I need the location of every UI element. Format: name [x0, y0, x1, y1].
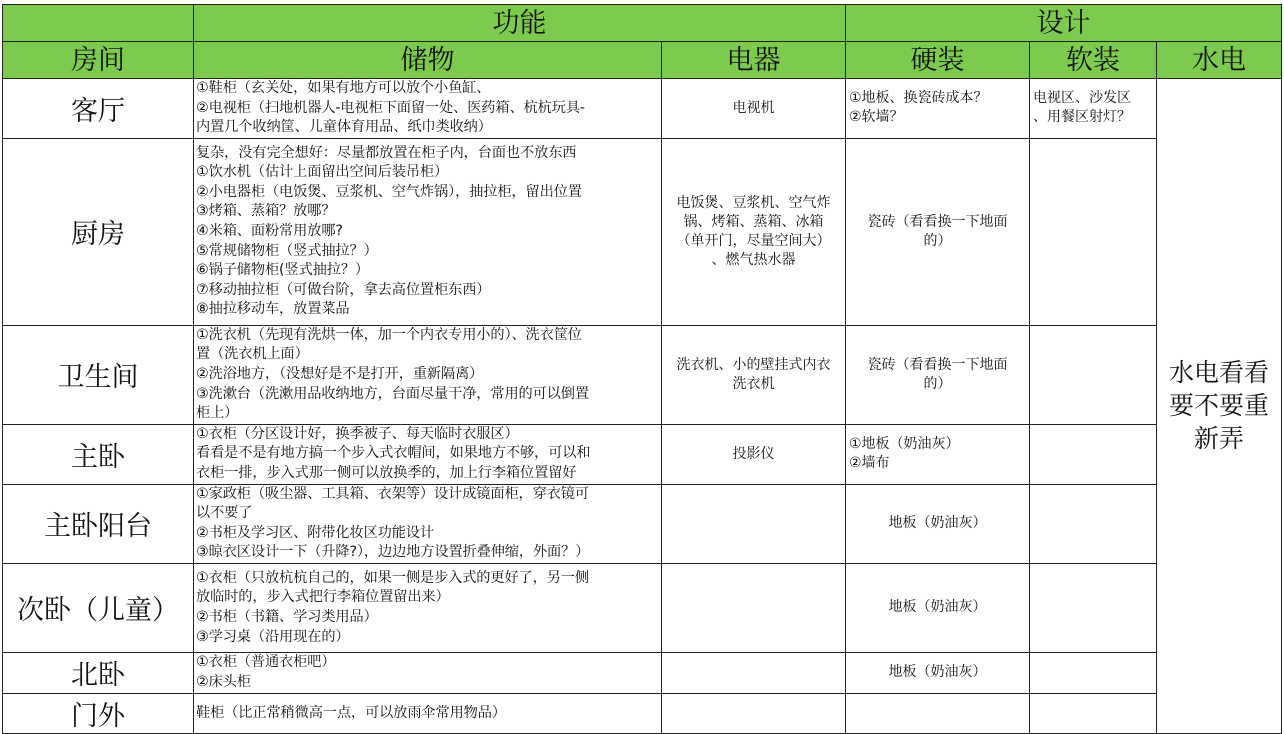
group-header-row	[3, 5, 1282, 42]
storage-line: ①衣柜（只放杭杭自己的，如果一侧是步入式的更好了，另一侧	[196, 569, 589, 586]
storage-line: 看看是不是有地方搞一个步入式衣帽间，如果地方不够，可以和	[196, 445, 591, 462]
hard-cell	[846, 79, 1030, 139]
appliance-cell	[662, 652, 846, 693]
soft-cell	[1030, 563, 1157, 652]
storage-line: ①家政柜（吸尘器、工具箱、衣架等）设计成镜面柜，穿衣镜可	[196, 485, 589, 502]
renovation-plan-table	[2, 4, 1282, 734]
soft-cell	[1030, 652, 1157, 693]
appliance-line: 洗衣机、小的壁挂式内衣	[676, 356, 831, 373]
storage-line: ①衣柜（普通衣柜吧）	[196, 654, 336, 671]
hard-line: ①地板（奶油灰）	[849, 436, 960, 453]
hard-cell	[846, 652, 1030, 693]
room-name: 次卧（儿童）	[3, 563, 194, 652]
storage-line: 置（洗衣机上面）	[196, 346, 309, 363]
appliance-cell	[662, 138, 846, 325]
storage-line: ①鞋柜（玄关处，如果有地方可以放个小鱼缸、	[196, 80, 491, 96]
table-row	[3, 79, 1282, 139]
table-row	[3, 138, 1282, 325]
water-note: 水电看看要不要重新弄	[1157, 79, 1282, 734]
header-blank	[3, 5, 194, 42]
storage-cell	[194, 563, 662, 652]
soft-cell	[1030, 138, 1157, 325]
room-name: 厨房	[3, 138, 194, 325]
appliance-cell	[662, 325, 846, 424]
storage-line: ③洗漱台（洗漱用品收纳地方，台面尽量干净，常用的可以倒置	[196, 385, 589, 402]
hard-line: ②墙布	[849, 455, 890, 472]
appliance-cell	[662, 563, 846, 652]
appliance-line: 锅、烤箱、蒸箱、冰箱	[683, 213, 824, 230]
hard-cell	[846, 693, 1030, 733]
table-row	[3, 484, 1282, 563]
hard-line: 地板（奶油灰）	[888, 664, 987, 681]
storage-line: 内置几个收纳筐、儿童体育用品、纸巾类收纳）	[196, 119, 492, 136]
soft-cell	[1030, 424, 1157, 484]
storage-line: ③学习桌（沿用现在的）	[196, 628, 350, 645]
storage-cell	[194, 424, 662, 484]
col-soft-header: 软装	[1030, 42, 1157, 79]
appliance-line: （单开门，尽量空间大）	[676, 232, 831, 249]
storage-line: ②书柜（书籍、学习类用品）	[196, 608, 378, 625]
storage-line: ⑤常规储物柜（竖式抽拉？）	[196, 242, 378, 259]
storage-line: 复杂，没有完全想好：尽量都放置在柜子内，台面也不放东西	[196, 144, 577, 161]
appliance-cell: 投影仪	[662, 424, 846, 484]
hard-line: 地板（奶油灰）	[888, 599, 987, 616]
hard-line: 瓷砖（看看换一下地面	[867, 356, 1008, 373]
storage-line: ②小电器柜（电饭煲、豆浆机、空气炸锅），抽拉柜，留出位置	[196, 183, 582, 200]
storage-line: ①饮水机（估计上面留出空间后装吊柜）	[196, 164, 449, 181]
room-name: 门外	[3, 693, 194, 733]
storage-line: ②书柜及学习区、附带化妆区功能设计	[196, 524, 435, 541]
storage-line: ③烤箱、蒸箱？放哪？	[196, 203, 336, 220]
hard-line: 瓷砖（看看换一下地面	[867, 213, 1008, 230]
hard-cell	[846, 484, 1030, 563]
room-name: 客厅	[3, 79, 194, 139]
storage-cell	[194, 652, 662, 693]
col-hard-header: 硬装	[846, 42, 1030, 79]
storage-line: ⑧抽拉移动车，放置菜品	[196, 301, 350, 318]
column-header-row	[3, 42, 1282, 79]
soft-line: 、用餐区射灯？	[1033, 109, 1131, 126]
appliance-line: 、燃气热水器	[711, 251, 796, 268]
storage-line: 鞋柜（比正常稍微高一点，可以放雨伞常用物品）	[196, 704, 506, 721]
hard-cell	[846, 138, 1030, 325]
storage-line: ⑦移动抽拉柜（可做台阶，拿去高位置柜东西）	[196, 281, 491, 298]
soft-line: 电视区、沙发区	[1033, 90, 1131, 107]
appliance-cell: 电视机	[662, 79, 846, 139]
hard-line: ②软墙？	[849, 109, 904, 126]
table-row	[3, 693, 1282, 733]
soft-cell	[1030, 484, 1157, 563]
table-row	[3, 563, 1282, 652]
appliance-cell	[662, 693, 846, 733]
table-row	[3, 424, 1282, 484]
room-name: 主卧	[3, 424, 194, 484]
room-name: 北卧	[3, 652, 194, 693]
storage-cell	[194, 693, 662, 733]
storage-line: 放临时的，步入式把行李箱位置留出来）	[196, 589, 450, 606]
storage-line: 柜上）	[196, 405, 239, 422]
storage-line: 衣柜一排，步入式那一侧可以放换季的，加上行李箱位置留好	[196, 464, 577, 481]
soft-cell	[1030, 325, 1157, 424]
group-function-header: 功能	[194, 5, 846, 42]
storage-cell	[194, 79, 662, 139]
room-name: 卫生间	[3, 325, 194, 424]
col-water-header: 水电	[1157, 42, 1282, 79]
soft-cell	[1030, 693, 1157, 733]
storage-line: ②电视柜（扫地机器人-电视柜下面留一处、医药箱、杭杭玩具-	[196, 99, 585, 116]
storage-line: ②洗浴地方，（没想好是不是打开，重新隔离）	[196, 365, 484, 382]
col-storage-header: 储物	[194, 42, 662, 79]
hard-line: 的）	[923, 232, 952, 249]
storage-line: 以不要了	[196, 505, 253, 522]
hard-line: 地板（奶油灰）	[888, 515, 987, 532]
storage-cell	[194, 138, 662, 325]
hard-line: ①地板、换瓷砖成本？	[849, 90, 988, 107]
storage-line: ①衣柜（分区设计好，换季被子、每天临时衣服区）	[196, 425, 519, 442]
storage-line: ③晾衣区设计一下（升降?），边边地方设置折叠伸缩，外面？）	[196, 544, 590, 561]
appliance-cell	[662, 484, 846, 563]
storage-cell	[194, 484, 662, 563]
soft-cell	[1030, 79, 1157, 139]
hard-cell	[846, 325, 1030, 424]
storage-line: ②床头柜	[196, 673, 251, 690]
table-row	[3, 652, 1282, 693]
hard-cell	[846, 424, 1030, 484]
hard-line: 的）	[923, 375, 952, 392]
storage-cell	[194, 325, 662, 424]
hard-cell	[846, 563, 1030, 652]
storage-line: ①洗衣机（先现有洗烘一体，加一个内衣专用小的）、洗衣筐位	[196, 326, 582, 343]
group-design-header: 设计	[846, 5, 1282, 42]
storage-line: ④米箱、面粉常用放哪?	[196, 222, 343, 239]
appliance-line: 电饭煲、豆浆机、空气炸	[676, 194, 831, 211]
col-room-header: 房间	[3, 42, 194, 79]
storage-line: ⑥锅子储物柜(竖式抽拉？）	[196, 262, 370, 279]
col-appliance-header: 电器	[662, 42, 846, 79]
appliance-line: 洗衣机	[732, 375, 775, 392]
room-name: 主卧阳台	[3, 484, 194, 563]
table-row	[3, 325, 1282, 424]
